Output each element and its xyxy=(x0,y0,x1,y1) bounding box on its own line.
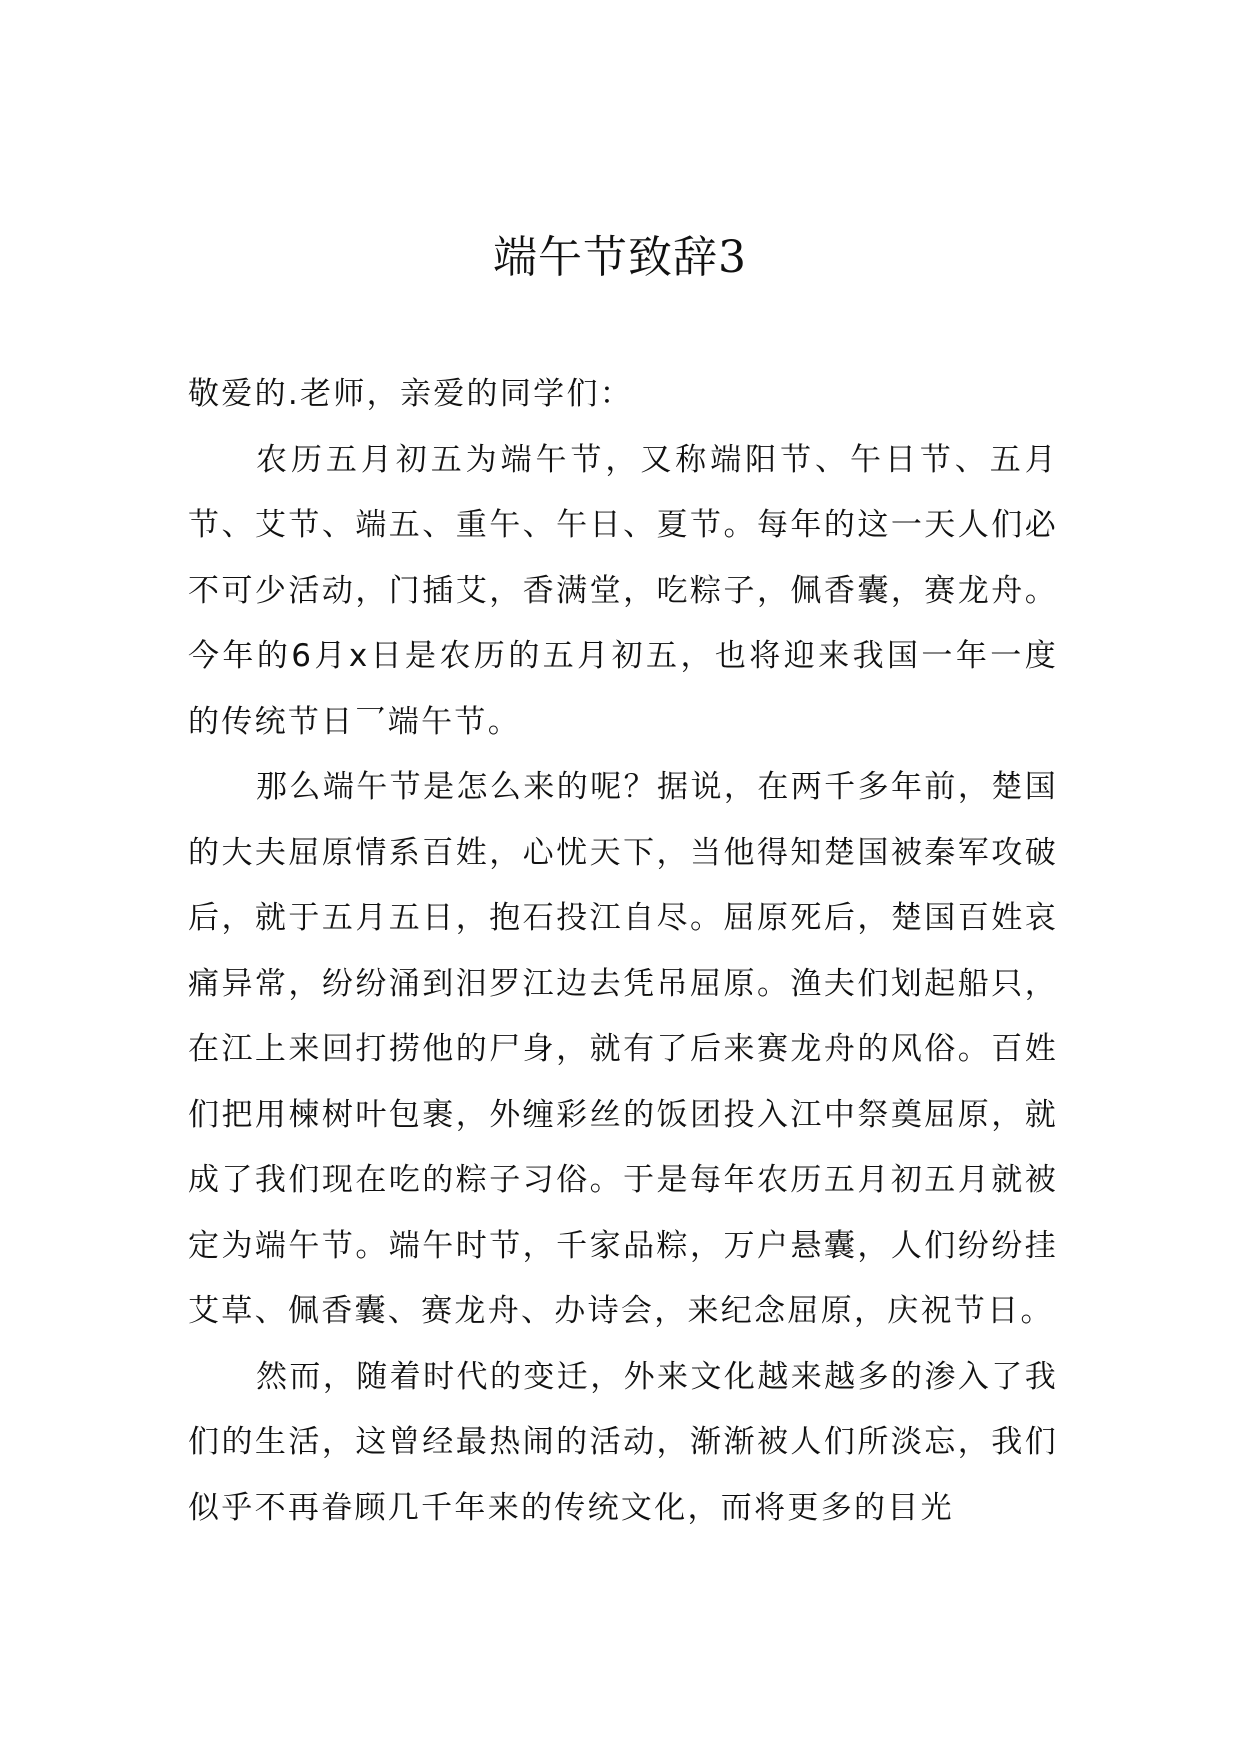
paragraph-3: 然而，随着时代的变迁，外来文化越来越多的渗入了我们的生活，这曾经最热闹的活动，渐渐被人们所淡忘，我们似乎不再眷顾几千年来的传统文化，而将更多的目光 xyxy=(188,1358,1058,1526)
document-title: 端午节致辞3 xyxy=(493,232,747,283)
paragraph-2: 那么端午节是怎么来的呢？据说，在两千多年前，楚国的大夫屈原情系百姓，心忧天下，当他得知楚国被秦军攻破后，就于五月五日，抱石投江自尽。屈原死后，楚国百姓哀痛异常，纷纷涌到汨罗江边去凭吊屈原。渔夫们划起船只，在江上来回打捞他的尸身，就有了后来赛龙舟的风俗。百姓们把用楝树叶包裹，外缠彩丝的饭团投入江中祭奠屈原，就成了我们现在吃的粽子习俗。于是每年农历五月初五月就被定为端午节。端午时节，千家品粽，万户悬囊，人们纷纷挂艾草、佩香囊、赛龙舟、办诗会，来纪念屈原，庆祝节日。 xyxy=(188,769,1058,1329)
document-body xyxy=(188,362,1058,1541)
salutation: 敬爱的.老师，亲爱的同学们： xyxy=(188,376,634,412)
paragraph-1: 农历五月初五为端午节，又称端阳节、午日节、五月节、艾节、端五、重午、午日、夏节。每年的这一天人们必不可少活动，门插艾，香满堂，吃粽子，佩香囊，赛龙舟。今年的6月x日是农历的五月初五，也将迎来我国一年一度的传统节日乛端午节。 xyxy=(188,441,1058,740)
